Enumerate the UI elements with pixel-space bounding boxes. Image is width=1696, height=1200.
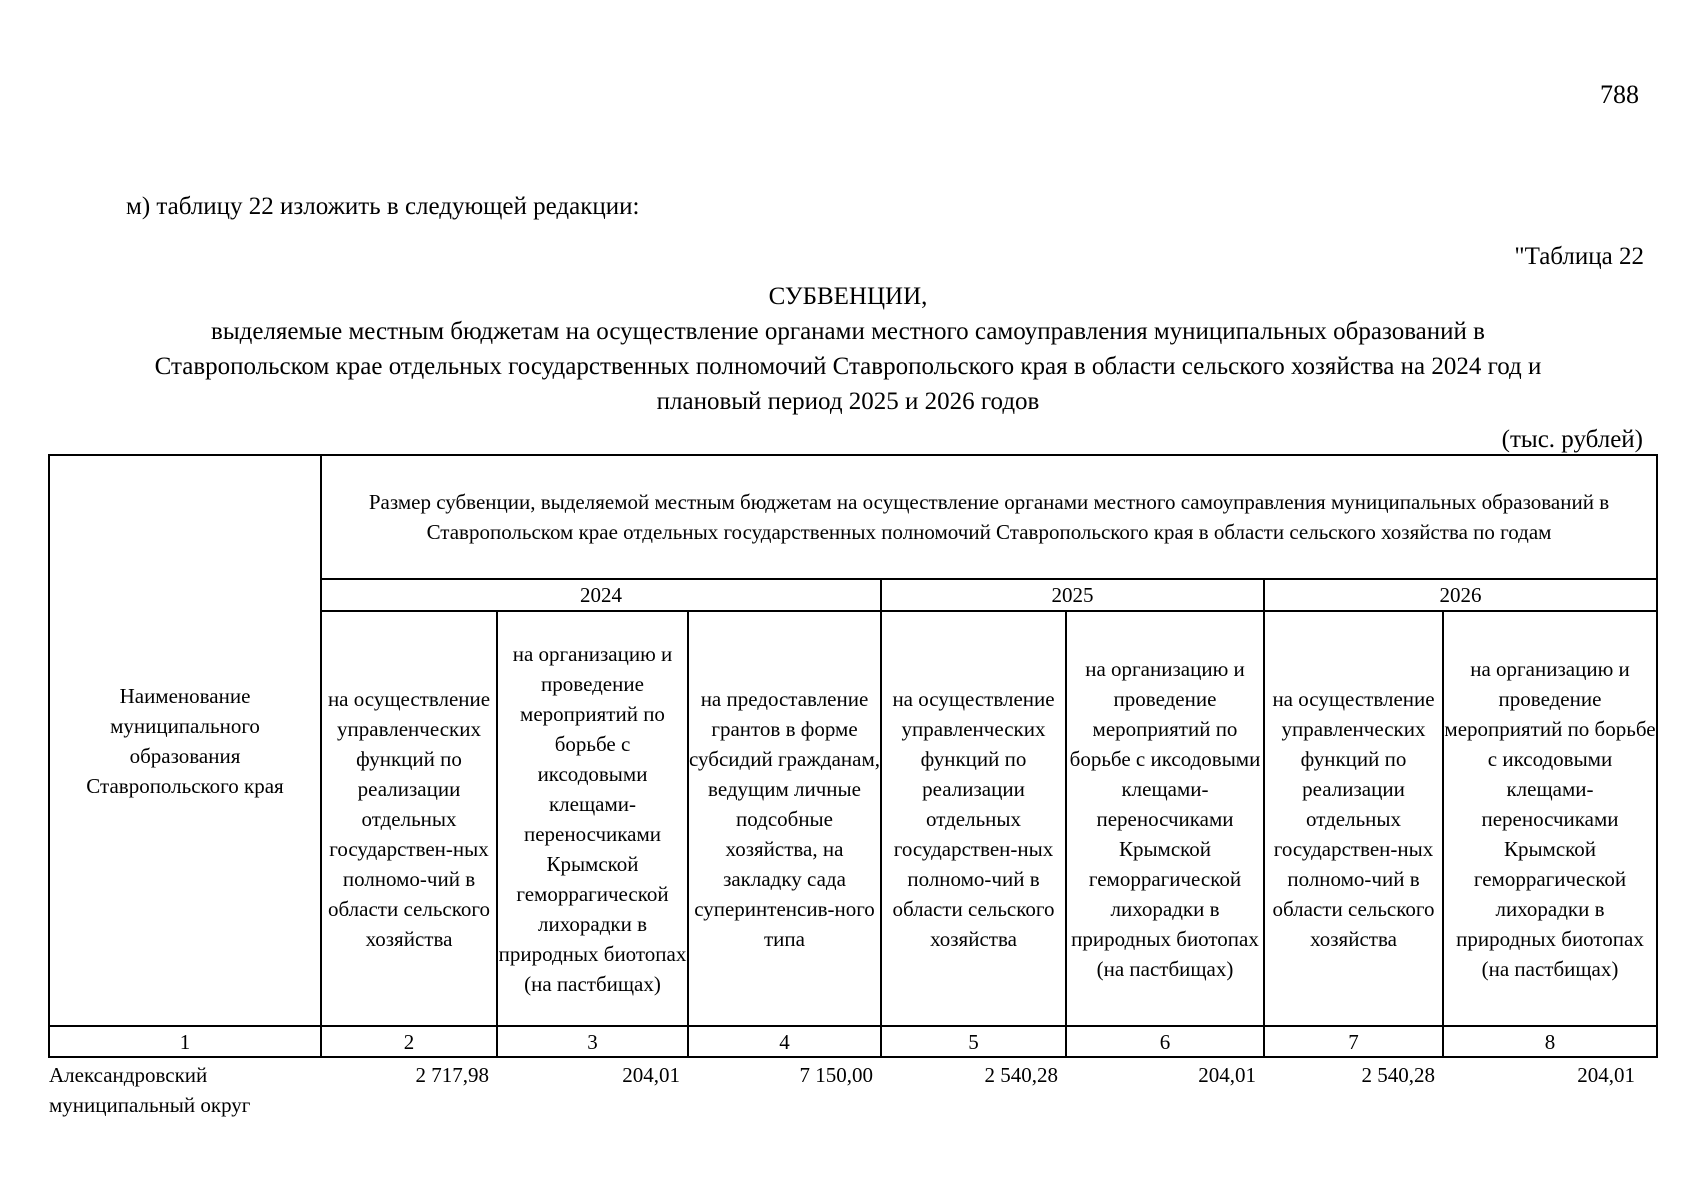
table-row: [49, 1057, 1657, 1120]
subheader-2024-management: на осуществление управленческих функций по реализации отдельных государствен-ных полномо-чий в области сельского хозяйства: [321, 611, 497, 1026]
municipality-column-header: Наименование муниципального образования Ставропольского края: [49, 455, 321, 1026]
subheader-2024-orchard-grants: на предоставление грантов в форме субсидий гражданам, ведущим личные подсобные хозяйства, на закладку сада суперинтенсив-ного типа: [688, 611, 881, 1026]
page-number: 788: [1600, 80, 1639, 109]
value-cell: 204,01: [622, 1063, 680, 1087]
column-number: 7: [1264, 1026, 1443, 1057]
column-number: 3: [497, 1026, 688, 1057]
subheader-2024-tick-control: на организацию и проведение мероприятий по борьбе с иксодовыми клещами-переносчиками Крымской геморрагической лихорадки в природных биотопах (на пастбищах): [497, 611, 688, 1026]
year-header-2025: 2025: [881, 579, 1264, 611]
column-number: 8: [1443, 1026, 1657, 1057]
value-cell: 2 717,98: [415, 1063, 489, 1087]
column-number: 1: [49, 1026, 321, 1057]
units-label: (тыс. рублей): [1501, 426, 1643, 453]
value-cell: 2 540,28: [984, 1063, 1058, 1087]
table-label: "Таблица 22: [1514, 243, 1644, 270]
title-line-2: выделяемые местным бюджетам на осуществление органами местного самоуправления муниципальных образований в: [211, 318, 1485, 345]
subheader-2026-tick-control: на организацию и проведение мероприятий по борьбе с иксодовыми клещами-переносчиками Крымской геморрагической лихорадки в природных биотопах (на пастбищах): [1443, 611, 1657, 1026]
column-number: 5: [881, 1026, 1066, 1057]
subsidies-table: [48, 454, 1658, 1120]
title-line-3: Ставропольском крае отдельных государственных полномочий Ставропольского края в области сельского хозяйства на 2024 год и: [154, 353, 1542, 380]
value-cell: 2 540,28: [1361, 1063, 1435, 1087]
value-cell: 204,01: [1198, 1063, 1256, 1087]
document-title: [40, 279, 1656, 419]
year-header-2026: 2026: [1264, 579, 1657, 611]
column-number: 2: [321, 1026, 497, 1057]
title-line-1: СУБВЕНЦИИ,: [768, 283, 928, 310]
municipality-name: Александровский муниципальный округ: [49, 1063, 251, 1117]
column-number: 6: [1066, 1026, 1264, 1057]
value-cell: 204,01: [1577, 1063, 1635, 1087]
subheader-2026-management: на осуществление управленческих функций по реализации отдельных государствен-ных полномо-чий в области сельского хозяйства: [1264, 611, 1443, 1026]
subheader-2025-management: на осуществление управленческих функций по реализации отдельных государствен-ных полномо-чий в области сельского хозяйства: [881, 611, 1066, 1026]
subsidy-group-header: Размер субвенции, выделяемой местным бюджетам на осуществление органами местного самоуправления муниципальных образований в Ставропольском крае отдельных государственных полномочий Ставропольского края в области сельского хозяйства по годам: [321, 455, 1657, 579]
value-cell: 7 150,00: [799, 1063, 873, 1087]
title-line-4: плановый период 2025 и 2026 годов: [656, 388, 1040, 415]
intro-text: м) таблицу 22 изложить в следующей редакции:: [126, 193, 640, 220]
column-number: 4: [688, 1026, 881, 1057]
year-header-2024: 2024: [321, 579, 881, 611]
subheader-2025-tick-control: на организацию и проведение мероприятий по борьбе с иксодовыми клещами-переносчиками Крымской геморрагической лихорадки в природных биотопах (на пастбищах): [1066, 611, 1264, 1026]
